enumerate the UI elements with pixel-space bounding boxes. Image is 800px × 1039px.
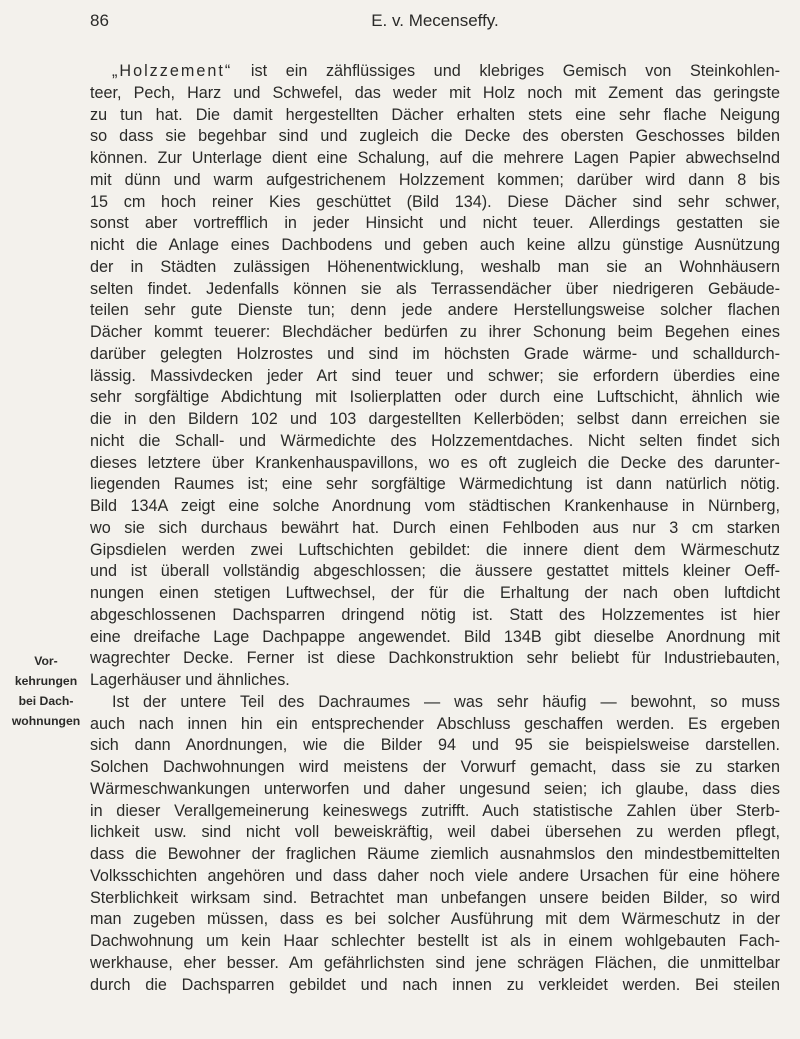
text-line: zu tun hat. Die damit hergestellten Dächer erhalten stets eine sehr flache Neigung [90, 105, 780, 124]
text-line: mit dünn und warm aufgestrichenem Holzzement kommen; darüber wird dann 8 bis [90, 170, 780, 189]
paragraph-holzzement [90, 61, 780, 692]
text-line: in dieser Verallgemeinerung keineswegs zutrifft. Auch statistische Zahlen über Sterb- [90, 801, 780, 820]
margin-note-line: bei Dach- [18, 694, 74, 708]
text-line: dass die Bewohner der fraglichen Räume ziemlich ausnahmslos den mindestbemittelten [90, 845, 780, 863]
text-line: teilen sehr gute Dienste tun; denn jede andere Herstellungsweise solcher flachen [90, 301, 780, 320]
text-line: auch nach innen hin ein entsprechender Abschluss geschaffen werden. Es ergeben [90, 714, 780, 733]
body-text [90, 61, 780, 996]
text-line: Solchen Dachwohnungen wird meistens der Vorwurf gemacht, dass sie zu starken [90, 758, 780, 776]
text-line: darüber gelegten Holzrostes und sind im höchsten Grade wärme- und schalldurch- [90, 344, 780, 363]
text-line: Gipsdielen werden zwei Luftschichten gebildet: die innere dient dem Wärmeschutz [90, 540, 780, 559]
text-fragment: ist ein zähflüssiges und klebriges Gemisch von Steinkohlen- [232, 62, 780, 80]
text-line: Sterblichkeit wirksam sind. Betrachtet man unbefangen unsere beiden Bilder, so wird [90, 888, 780, 907]
text-line: Dachwohnung um kein Haar schlechter bestellt ist als in einem wohlgebauten Fach- [90, 932, 780, 950]
text-line: lichkeit usw. sind nicht voll beweiskräftig, weil dabei übersehen zu werden pflegt, [90, 823, 780, 842]
margin-note-line: wohnungen [11, 714, 81, 728]
page-header [90, 10, 780, 34]
text-line: Wärmeschwankungen unterworfen und daher ungesund seien; ich glaube, dass dies [90, 779, 780, 798]
text-line: nungen einen stetigen Luftwechsel, der für die Erhaltung der nach oben luftdicht [90, 584, 780, 602]
text-line [90, 61, 780, 83]
text-line: die in den Bildern 102 und 103 dargestellten Kellerböden; selbst dann erreichen sie [90, 410, 780, 428]
text-line: Volksschichten angehören und dass daher noch viele andere Ursachen für eine höhere [90, 866, 780, 885]
text-line: so dass sie begehbar sind und zugleich die Decke des obersten Geschosses bilden [90, 127, 780, 146]
text-line: eine dreifache Lage Dachpappe angewendet. Bild 134B gibt dieselbe Anordnung mit [90, 627, 780, 646]
text-line: nicht die Anlage eines Dachbodens und geben auch keine allzu günstige Ausnützung [90, 236, 780, 254]
running-title: E. v. Mecenseffy. [371, 11, 499, 30]
text-line: Lagerhäuser und ähnliches. [90, 671, 290, 689]
text-line: durch die Dachsparren gebildet und nach innen zu verkleidet werden. Bei steilen [90, 975, 780, 994]
text-line: abgeschlossenen Dachsparren dringend nötig ist. Statt des Holzzementes ist hier [90, 605, 780, 624]
text-line: der in Städten zulässigen Höhenentwicklung, weshalb man sie an Wohnhäusern [90, 257, 780, 276]
text-line: man zugeben müssen, dass es bei solcher Ausführung mit dem Wärmeschutz in der [90, 910, 780, 929]
margin-note-line: kehrungen [14, 674, 78, 688]
margin-note [6, 651, 86, 731]
text-line: wo sie sich durchaus bewährt hat. Durch einen Fehlboden aus nur 3 cm starken [90, 518, 780, 537]
text-line: Dächer kommt teuerer: Blechdächer bedürfen zu ihrer Schonung beim Begehen eines [90, 323, 780, 341]
text-line: können. Zur Unterlage dient eine Schalung, auf die mehrere Lagen Papier abwechselnd [90, 149, 780, 167]
emphasized-term: „Holzzement“ [112, 62, 233, 80]
text-line: lässig. Massivdecken jeder Art sind teuer und schwer; sie erfordern überdies eine [90, 366, 780, 385]
text-line: liegenden Raumes ist; eine sehr sorgfältige Wärmedichtung ist dann natürlich nötig. [90, 475, 780, 494]
text-line: selten findet. Jedenfalls können sie als Terrassendächer über niedrigeren Gebäude- [90, 279, 780, 298]
text-line: Bild 134A zeigt eine solche Anordnung vom städtischen Krankenhause in Nürnberg, [90, 497, 780, 515]
text-line: dieses letztere über Krankenhauspavillons, wo es oft zugleich die Decke des darunter- [90, 453, 780, 472]
text-line: Ist der untere Teil des Dachraumes — was sehr häufig — bewohnt, so muss [112, 692, 780, 711]
text-line: sehr sorgfältige Abdichtung mit Isolierplatten oder durch eine Luftschicht, ähnlich wie [90, 388, 780, 407]
margin-note-line: Vor- [34, 654, 58, 668]
text-line: und ist überall vollständig abgeschlossen; die äussere gestattet mittels kleiner Oeff- [90, 562, 780, 581]
text-line: teer, Pech, Harz und Schwefel, das weder mit Holz noch mit Zement das geringste [90, 83, 780, 102]
text-line: sich dann Anordnungen, wie die Bilder 94 und 95 sie beispielsweise darstellen. [90, 736, 780, 755]
text-line: werkhause, eher besser. Am gefährlichsten sind jene schrägen Flächen, die unmittelbar [90, 953, 780, 972]
text-line: nicht die Schall- und Wärmedichte des Holzzementdaches. Nicht selten findet sich [90, 431, 780, 450]
page-number: 86 [90, 11, 109, 30]
text-line: 15 cm hoch reiner Kies geschüttet (Bild 134). Diese Dächer sind sehr schwer, [90, 192, 780, 211]
text-line: sonst aber vortrefflich in jeder Hinsicht und nicht teuer. Allerdings gestatten sie [90, 214, 780, 233]
text-line: wagrechter Decke. Ferner ist diese Dachkonstruktion sehr beliebt für Industriebauten, [90, 649, 780, 668]
paragraph-dachwohnungen [90, 692, 780, 997]
